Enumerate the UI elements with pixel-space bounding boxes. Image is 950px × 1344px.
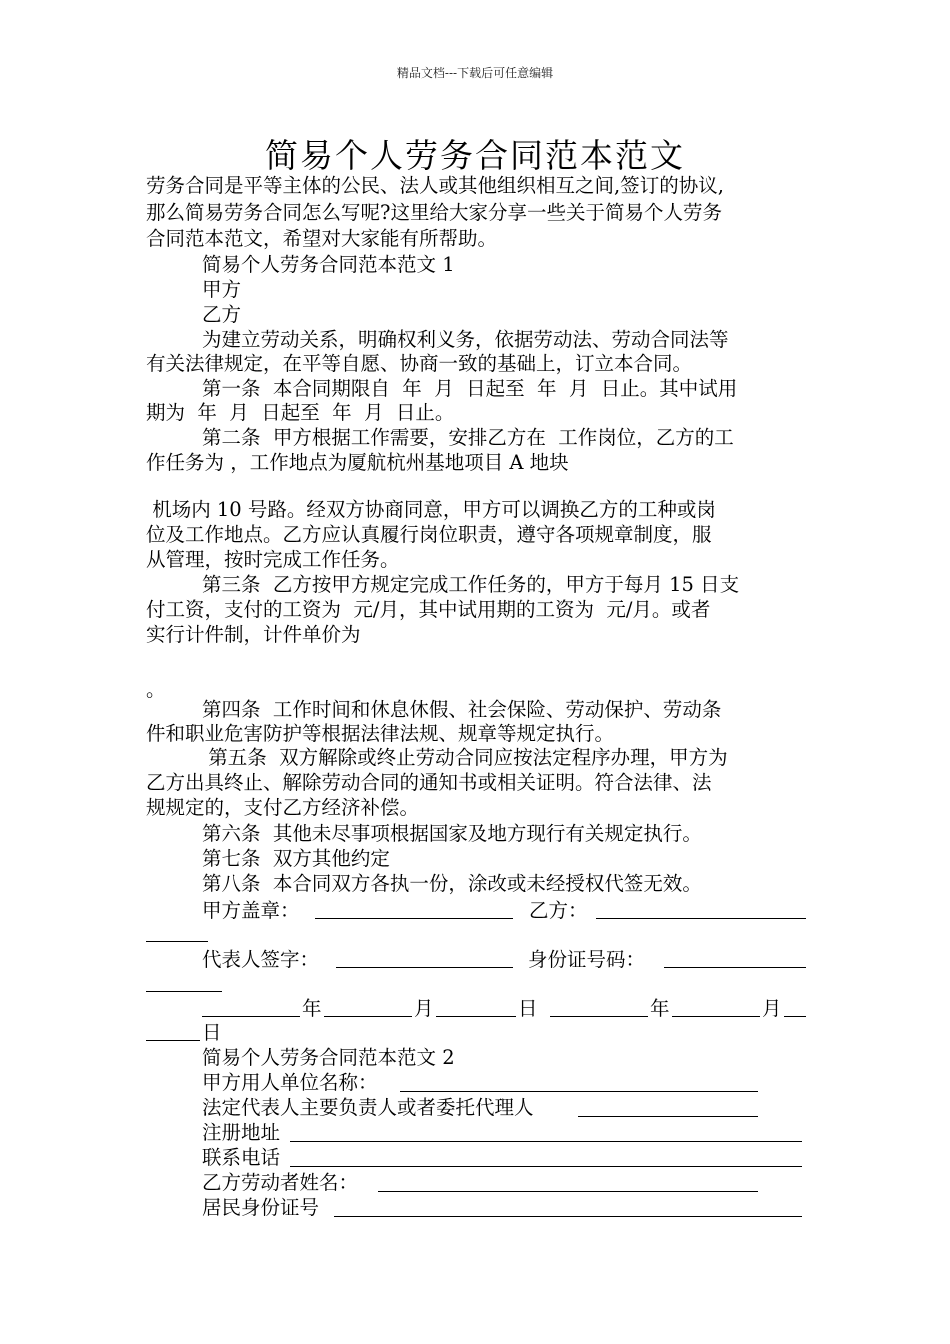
article-4-line: 件和职业危害防护等根据法律法规、规章等规定执行。 <box>146 722 615 745</box>
period-mark: 。 <box>146 678 166 701</box>
resident-id-blank[interactable] <box>334 1198 802 1217</box>
worker-name-blank[interactable] <box>378 1173 758 1192</box>
article-2-line: 第二条 甲方根据工作需要，安排乙方在 工作岗位，乙方的工 <box>202 426 734 449</box>
year-label: 年 <box>302 997 322 1020</box>
article-6-line: 第六条 其他未尽事项根据国家及地方现行有关规定执行。 <box>202 822 702 845</box>
paragraph-line: 为建立劳动关系，明确权利义务，依据劳动法、劳动合同法等 <box>202 328 729 351</box>
article-2-line: 位及工作地点。乙方应认真履行岗位职责，遵守各项规章制度，服 <box>146 523 712 546</box>
month-label-2: 月 <box>762 997 782 1020</box>
article-5-line: 第五条 双方解除或终止劳动合同应按法定程序办理，甲方为 <box>202 746 728 769</box>
article-5-line: 乙方出具终止、解除劳动合同的通知书或相关证明。符合法律、法 <box>146 771 712 794</box>
legal-rep-label: 法定代表人主要负责人或者委托代理人 <box>202 1096 534 1119</box>
rep-sign-label: 代表人签字： <box>202 948 320 971</box>
section-heading: 简易个人劳务合同范本范文 1 <box>202 253 455 276</box>
sign-a-label: 甲方盖章： <box>202 899 300 922</box>
employer-name-label: 甲方用人单位名称： <box>202 1071 378 1094</box>
article-7-line: 第七条 双方其他约定 <box>202 847 390 870</box>
day-label-2: 日 <box>202 1021 222 1044</box>
article-4-line: 第四条 工作时间和休息休假、社会保险、劳动保护、劳动条 <box>202 698 722 721</box>
article-2-line: 从管理，按时完成工作任务。 <box>146 548 400 571</box>
article-5-line: 规规定的，支付乙方经济补偿。 <box>146 796 420 819</box>
section-heading: 简易个人劳务合同范本范文 2 <box>202 1046 455 1069</box>
article-1-line: 期为 年 月 日起至 年 月 日止。 <box>146 401 455 424</box>
month-label: 月 <box>414 997 434 1020</box>
article-3-line: 实行计件制，计件单价为 <box>146 623 361 646</box>
id-number-blank[interactable] <box>664 949 806 968</box>
article-2-line: 机场内 10 号路。经双方协商同意，甲方可以调换乙方的工种或岗 <box>146 498 716 521</box>
id-number-label: 身份证号码： <box>528 948 646 971</box>
sign-a-blank[interactable] <box>315 900 513 919</box>
phone-label: 联系电话 <box>202 1146 281 1169</box>
year-blank[interactable] <box>202 998 300 1017</box>
sign-b-blank-cont <box>146 923 208 942</box>
reg-address-blank[interactable] <box>290 1123 802 1142</box>
id-number-blank-cont <box>146 973 222 992</box>
article-3-line: 第三条 乙方按甲方规定完成工作任务的，甲方于每月 15 日支 <box>202 573 740 596</box>
rep-sign-blank[interactable] <box>336 949 513 968</box>
page-header: 精品文档---下载后可任意编辑 <box>396 66 554 80</box>
article-2-line: 作任务为 ，工作地点为厦航杭州基地项目 A 地块 <box>146 451 569 474</box>
day-blank[interactable] <box>436 998 516 1017</box>
employer-name-blank[interactable] <box>400 1073 758 1092</box>
document-title: 简易个人劳务合同范本范文 <box>265 136 685 175</box>
intro-line: 那么简易劳务合同怎么写呢?这里给大家分享一些关于简易个人劳务 <box>146 201 722 224</box>
resident-id-label: 居民身份证号 <box>202 1196 320 1219</box>
year-label-2: 年 <box>650 997 670 1020</box>
phone-blank[interactable] <box>290 1148 802 1167</box>
worker-name-label: 乙方劳动者姓名： <box>202 1171 359 1194</box>
month-blank[interactable] <box>324 998 412 1017</box>
sign-b-label: 乙方： <box>529 899 588 922</box>
year-blank-2[interactable] <box>550 998 648 1017</box>
intro-line: 劳务合同是平等主体的公民、法人或其他组织相互之间,签订的协议, <box>146 174 724 197</box>
paragraph-line: 有关法律规定，在平等自愿、协商一致的基础上，订立本合同。 <box>146 352 693 375</box>
party-a-label: 甲方 <box>202 278 242 301</box>
reg-address-label: 注册地址 <box>202 1121 281 1144</box>
day-label: 日 <box>518 997 538 1020</box>
article-1-line: 第一条 本合同期限自 年 月 日起至 年 月 日止。其中试用 <box>202 377 738 400</box>
legal-rep-blank[interactable] <box>578 1098 758 1117</box>
day-blank-2[interactable] <box>784 998 806 1017</box>
party-b-label: 乙方 <box>202 303 242 326</box>
sign-b-blank[interactable] <box>596 900 806 919</box>
article-8-line: 第八条 本合同双方各执一份，涂改或未经授权代签无效。 <box>202 872 702 895</box>
month-blank-2[interactable] <box>672 998 760 1017</box>
intro-line: 合同范本范文，希望对大家能有所帮助。 <box>146 227 498 250</box>
article-3-line: 付工资，支付的工资为 元/月，其中试用期的工资为 元/月。或者 <box>146 598 711 621</box>
day-blank-2-cont <box>146 1022 200 1041</box>
